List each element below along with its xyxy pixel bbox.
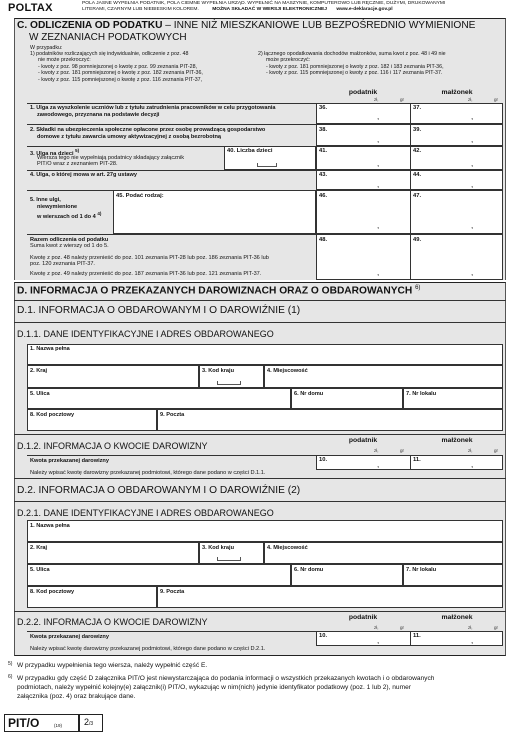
field-49-comma: , bbox=[471, 268, 474, 277]
total-label-d: poz. 120 zeznania PIT-37. bbox=[30, 261, 95, 267]
d12-divider bbox=[14, 434, 506, 435]
col-header-malzonek: małżonek bbox=[441, 89, 473, 96]
d2-field-10-number: 10. bbox=[319, 633, 328, 639]
d2-field-7-label: 7. Nr lokalu bbox=[406, 567, 437, 573]
d2-field-1-full-name[interactable] bbox=[27, 520, 503, 542]
section-c-left-3: - kwoty z poz. 98 pomniejszonej o kwotę z poz. 99 zeznania PIT-28, bbox=[38, 63, 197, 70]
d1-field-9-label: 9. Poczta bbox=[160, 412, 185, 418]
section-c-left-1: 1) podatników rozliczających się indywidualnie, odliczenie z poz. 48 bbox=[30, 51, 189, 57]
total-label-b: Suma kwot z wierszy od 1 do 5. bbox=[30, 243, 109, 249]
d1-field-5-street[interactable] bbox=[27, 388, 291, 409]
footnote-5-marker: 5) bbox=[8, 661, 13, 667]
units-zl-2: zł, bbox=[468, 97, 473, 102]
section-c-left-4: - kwoty z poz. 181 pomniejszonej o kwotę z poz. 182 zeznania PIT-36, bbox=[38, 70, 203, 76]
section-c-intro: W przypadku: bbox=[30, 45, 63, 51]
header-notice-2 bbox=[82, 7, 393, 12]
footer-page-current: 2 bbox=[84, 717, 90, 727]
section-c-right-3: - kwoty z poz. 181 pomniejszonej o kwoty z poz. 182 i 183 zeznania PIT-36, bbox=[266, 63, 444, 70]
field-39[interactable] bbox=[410, 124, 503, 146]
d1-col-header-malzonek: małżonek bbox=[441, 437, 473, 444]
field-41[interactable] bbox=[316, 146, 411, 170]
footer-form-version: (19) bbox=[54, 723, 63, 728]
d1-field-10-number: 10. bbox=[319, 457, 328, 463]
field-46-number: 46. bbox=[319, 193, 328, 199]
row3-label-text: 3. Ulga na dzieci bbox=[30, 150, 74, 157]
d1-field-2-label: 2. Kraj bbox=[30, 368, 48, 374]
d2-field-5-street[interactable] bbox=[27, 564, 291, 586]
field-46[interactable] bbox=[316, 190, 411, 234]
brand-title: POLTAX bbox=[8, 2, 53, 14]
d2-field-4-label: 4. Miejscowość bbox=[267, 545, 308, 551]
d2-col-header-podatnik: podatnik bbox=[348, 614, 378, 621]
total-label-c: Kwotę z poz. 48 należy przenieść do poz. 101 zeznania PIT-28 lub poz. 186 zeznania PIT-36 lub bbox=[30, 255, 269, 261]
d1-field-5-label: 5. Ulica bbox=[30, 391, 50, 397]
footer-form-name: PIT/O bbox=[8, 716, 40, 730]
section-c-left-2: nie może przekroczyć: bbox=[38, 57, 91, 63]
field-41-number: 41. bbox=[319, 148, 328, 154]
section-c-title bbox=[17, 20, 475, 31]
footnote-5-text: W przypadku wypełnienia tego wiersza, należy wypełnić część E. bbox=[17, 662, 208, 669]
field-36-number: 36. bbox=[319, 105, 328, 111]
d1-title: D.1. INFORMACJA O OBDAROWANYM I O DAROWIŹNIE (1) bbox=[17, 305, 301, 316]
d1-field-10-comma: , bbox=[377, 460, 380, 469]
d1-units-gr-1: gr bbox=[400, 448, 405, 453]
d2-field-11-comma: , bbox=[471, 636, 474, 645]
d2-field-11-number: 11. bbox=[413, 633, 421, 639]
row2-label-b: domowe z tytułu zawarcia umowy aktywizacyjnej z osobą bezrobotną bbox=[37, 134, 222, 140]
units-gr-2: gr bbox=[494, 97, 499, 102]
d2-field-6-label: 6. Nr domu bbox=[294, 567, 324, 573]
d1-field-4-label: 4. Miejscowość bbox=[267, 368, 308, 374]
row3-label-c: PIT/O wraz z zeznaniem PIT-28. bbox=[37, 161, 118, 167]
field-42-number: 42. bbox=[413, 148, 422, 154]
field-37-comma: , bbox=[471, 112, 474, 121]
field-40-label: 40. Liczba dzieci bbox=[227, 148, 273, 154]
d2-field-3-digit-box bbox=[217, 557, 241, 561]
d21-divider bbox=[14, 501, 506, 502]
field-48-total[interactable] bbox=[316, 234, 411, 280]
field-36[interactable] bbox=[316, 103, 411, 124]
field-39-number: 39. bbox=[413, 127, 422, 133]
d1-amount-note: Należy wpisać kwotę darowizny przekazanej podmiotowi, którego dane podano w części D.1.1. bbox=[30, 470, 266, 476]
d1-field-8-label: 8. Kod pocztowy bbox=[30, 412, 75, 418]
field-47[interactable] bbox=[410, 190, 503, 234]
section-d-footnote-ref: 6) bbox=[415, 285, 421, 291]
d2-col-header-malzonek: małżonek bbox=[441, 614, 473, 621]
field-44[interactable] bbox=[410, 170, 503, 190]
footnote-6-line3: załącznika (poz. 4) oraz brakujące dane. bbox=[17, 693, 136, 700]
footer-page-total: /3 bbox=[89, 721, 94, 727]
field-43-comma: , bbox=[377, 180, 380, 189]
total-label-a: Razem odliczenia od podatku bbox=[30, 237, 109, 243]
section-c-title-bold: C. ODLICZENIA OD PODATKU bbox=[17, 20, 163, 31]
field-42-comma: , bbox=[471, 159, 474, 168]
field-40-digit-box bbox=[257, 163, 277, 167]
d2-field-2-country[interactable] bbox=[27, 542, 199, 564]
d1-units-zl-2: zł, bbox=[468, 448, 473, 453]
row3-footnote-ref: 5) bbox=[75, 148, 80, 153]
field-47-number: 47. bbox=[413, 193, 422, 199]
header-notice-2c: www.e-deklaracje.gov.pl bbox=[336, 7, 393, 12]
d1-field-2-country[interactable] bbox=[27, 365, 199, 388]
field-49-number: 49. bbox=[413, 237, 422, 243]
section-c-right-4: - kwoty z poz. 115 pomniejszonej o kwoty z poz. 116 i 117 zeznania PIT-37. bbox=[266, 70, 443, 76]
field-46-comma: , bbox=[377, 221, 380, 230]
header-notice-1: POLA JASNE WYPEŁNIA PODATNIK, POLA CIEMNE WYPEŁNIA URZĄD. WYPEŁNIĆ NA MASZYNIE, KOMPUTEROWO LUB RĘCZNIE, DUŻYMI, DRUKOWANYMI bbox=[82, 1, 446, 6]
d2-units-gr-2: gr bbox=[494, 625, 499, 630]
d2-title: D.2. INFORMACJA O OBDAROWANYM I O DAROWIŹNIE (2) bbox=[17, 485, 301, 496]
row1-label-a: 1. Ulga za wyszkolenie uczniów lub z tytułu zatrudnienia pracowników w celu przygotowania bbox=[30, 105, 276, 111]
footnote-6-line2: podmiotach, należy wypełnić kolejny(e) załącznik(i) PIT/O, wykazując w nim(nich) jedynie identyfikator podatkowy (poz. 1 lub 2), numer bbox=[17, 684, 411, 691]
field-43-number: 43. bbox=[319, 172, 328, 178]
col-header-podatnik: podatnik bbox=[348, 89, 378, 96]
row5-label-a: 5. Inne ulgi, bbox=[30, 197, 61, 203]
section-c-left-5: - kwoty z poz. 115 pomniejszonej o kwotę z poz. 116 zeznania PIT-37, bbox=[38, 76, 203, 83]
field-38-comma: , bbox=[377, 135, 380, 144]
field-47-comma: , bbox=[471, 221, 474, 230]
section-c-right-1: 2) łącznego opodatkowania dochodów małżonków, suma kwot z poz. 48 i 49 nie bbox=[258, 51, 446, 57]
field-41-comma: , bbox=[377, 159, 380, 168]
d2-field-10-comma: , bbox=[377, 636, 380, 645]
section-c-right-2: może przekroczyć: bbox=[266, 57, 311, 63]
footnote-6-line1: W przypadku gdy część D załącznika PIT/O jest niewystarczająca do podania informacji o wszystkich przekazanych kwotach i o obdarowanych bbox=[17, 675, 435, 682]
field-48-comma: , bbox=[377, 268, 380, 277]
section-c-title-line2: W ZEZNANIACH PODATKOWYCH bbox=[29, 32, 187, 43]
d11-title: D.1.1. DANE IDENTYFIKACYJNE I ADRES OBDAROWANEGO bbox=[17, 329, 274, 339]
row5-label-b: niewymienione bbox=[37, 204, 78, 210]
field-44-comma: , bbox=[471, 180, 474, 189]
d2-field-10-amount-taxpayer[interactable] bbox=[316, 631, 411, 646]
d2-field-5-label: 5. Ulica bbox=[30, 567, 50, 573]
d1-field-3-digit-box bbox=[217, 381, 241, 385]
d1-field-9-post-office[interactable] bbox=[157, 409, 503, 431]
field-44-number: 44. bbox=[413, 172, 422, 178]
total-label-e: Kwotę z poz. 49 należy przenieść do poz. 187 zeznania PIT-36 lub poz. 121 zeznania PIT-37. bbox=[30, 271, 262, 277]
d2-field-2-label: 2. Kraj bbox=[30, 545, 48, 551]
field-42[interactable] bbox=[410, 146, 503, 170]
d2-field-11-amount-spouse[interactable] bbox=[410, 631, 503, 646]
section-c-title-rest: – INNE NIŻ MIESZKANIOWE LUB BEZPOŚREDNIO WYMIENIONE bbox=[162, 20, 476, 31]
d1-field-3-label: 3. Kod kraju bbox=[202, 368, 235, 374]
header-notice-2b: MOŻNA SKŁADAĆ W WERSJI ELEKTRONICZNEJ bbox=[212, 7, 327, 12]
header-notice-2a: LITERAMI, CZARNYM LUB NIEBIESKIM KOLOREM. bbox=[82, 7, 199, 12]
d1-field-1-label: 1. Nazwa pełna bbox=[30, 346, 70, 352]
row5-footnote-ref: 4) bbox=[97, 211, 102, 216]
d2-amount-note: Należy wpisać kwotę darowizny przekazanej podmiotowi, którego dane podano w części D.2.1. bbox=[30, 646, 266, 652]
footnote-6-marker: 6) bbox=[8, 674, 13, 680]
d2-divider bbox=[14, 478, 506, 479]
d2-field-1-label: 1. Nazwa pełna bbox=[30, 523, 70, 529]
d1-amount-label: Kwota przekazanej darowizny bbox=[30, 458, 109, 464]
field-37-number: 37. bbox=[413, 105, 422, 111]
d11-divider bbox=[14, 322, 506, 323]
field-43[interactable] bbox=[316, 170, 411, 190]
d1-field-11-amount-spouse[interactable] bbox=[410, 455, 503, 470]
row4-label: 4. Ulga, o której mowa w art. 27g ustawy bbox=[30, 172, 137, 178]
d1-units-gr-2: gr bbox=[494, 448, 499, 453]
d1-field-10-amount-taxpayer[interactable] bbox=[316, 455, 411, 470]
units-zl-1: zł, bbox=[374, 97, 379, 102]
row5-label-c-text: w wierszach od 1 do 4 bbox=[37, 213, 96, 220]
d2-field-9-post-office[interactable] bbox=[157, 586, 503, 608]
field-36-comma: , bbox=[377, 112, 380, 121]
field-49-total[interactable] bbox=[410, 234, 503, 280]
row3-label-b: Wiersza tego nie wypełniają podatnicy składający załącznik bbox=[37, 155, 185, 161]
d1-divider bbox=[14, 300, 506, 301]
field-38[interactable] bbox=[316, 124, 411, 146]
d1-units-zl-1: zł, bbox=[374, 448, 379, 453]
section-d-title bbox=[17, 285, 420, 296]
d2-field-9-label: 9. Poczta bbox=[160, 589, 185, 595]
row5-label-c bbox=[37, 211, 101, 220]
d22-divider bbox=[14, 611, 506, 612]
d1-field-6-label: 6. Nr domu bbox=[294, 391, 324, 397]
d12-title: D.1.2. INFORMACJA O KWOCIE DAROWIZNY bbox=[17, 441, 208, 451]
d1-field-7-label: 7. Nr lokalu bbox=[406, 391, 437, 397]
d1-field-11-comma: , bbox=[471, 460, 474, 469]
d2-units-gr-1: gr bbox=[400, 625, 405, 630]
d2-amount-label: Kwota przekazanej darowizny bbox=[30, 634, 109, 640]
field-48-number: 48. bbox=[319, 237, 328, 243]
d22-title: D.2.2. INFORMACJA O KWOCIE DAROWIZNY bbox=[17, 617, 208, 627]
d1-field-11-number: 11. bbox=[413, 457, 421, 463]
units-gr-1: gr bbox=[400, 97, 405, 102]
d2-field-8-label: 8. Kod pocztowy bbox=[30, 589, 75, 595]
row2-label-a: 2. Składki na ubezpieczenia społeczne opłacone przez osobę prowadzącą gospodarstwo bbox=[30, 127, 266, 133]
d2-units-zl-1: zł, bbox=[374, 625, 379, 630]
d2-units-zl-2: zł, bbox=[468, 625, 473, 630]
d2-field-3-label: 3. Kod kraju bbox=[202, 545, 235, 551]
d21-title: D.2.1. DANE IDENTYFIKACYJNE I ADRES OBDAROWANEGO bbox=[17, 508, 274, 518]
footer-page-number bbox=[84, 717, 93, 727]
d1-field-1-full-name[interactable] bbox=[27, 344, 503, 365]
field-45-label: 45. Podać rodzaj: bbox=[116, 193, 164, 199]
d1-col-header-podatnik: podatnik bbox=[348, 437, 378, 444]
row1-label-b: zawodowego, przyznana na podstawie decyzji bbox=[37, 112, 160, 118]
field-38-number: 38. bbox=[319, 127, 328, 133]
section-d-title-text: D. INFORMACJA O PRZEKAZANYCH DAROWIZNACH ORAZ O OBDAROWANYCH bbox=[17, 285, 413, 297]
field-37[interactable] bbox=[410, 103, 503, 124]
field-39-comma: , bbox=[471, 135, 474, 144]
